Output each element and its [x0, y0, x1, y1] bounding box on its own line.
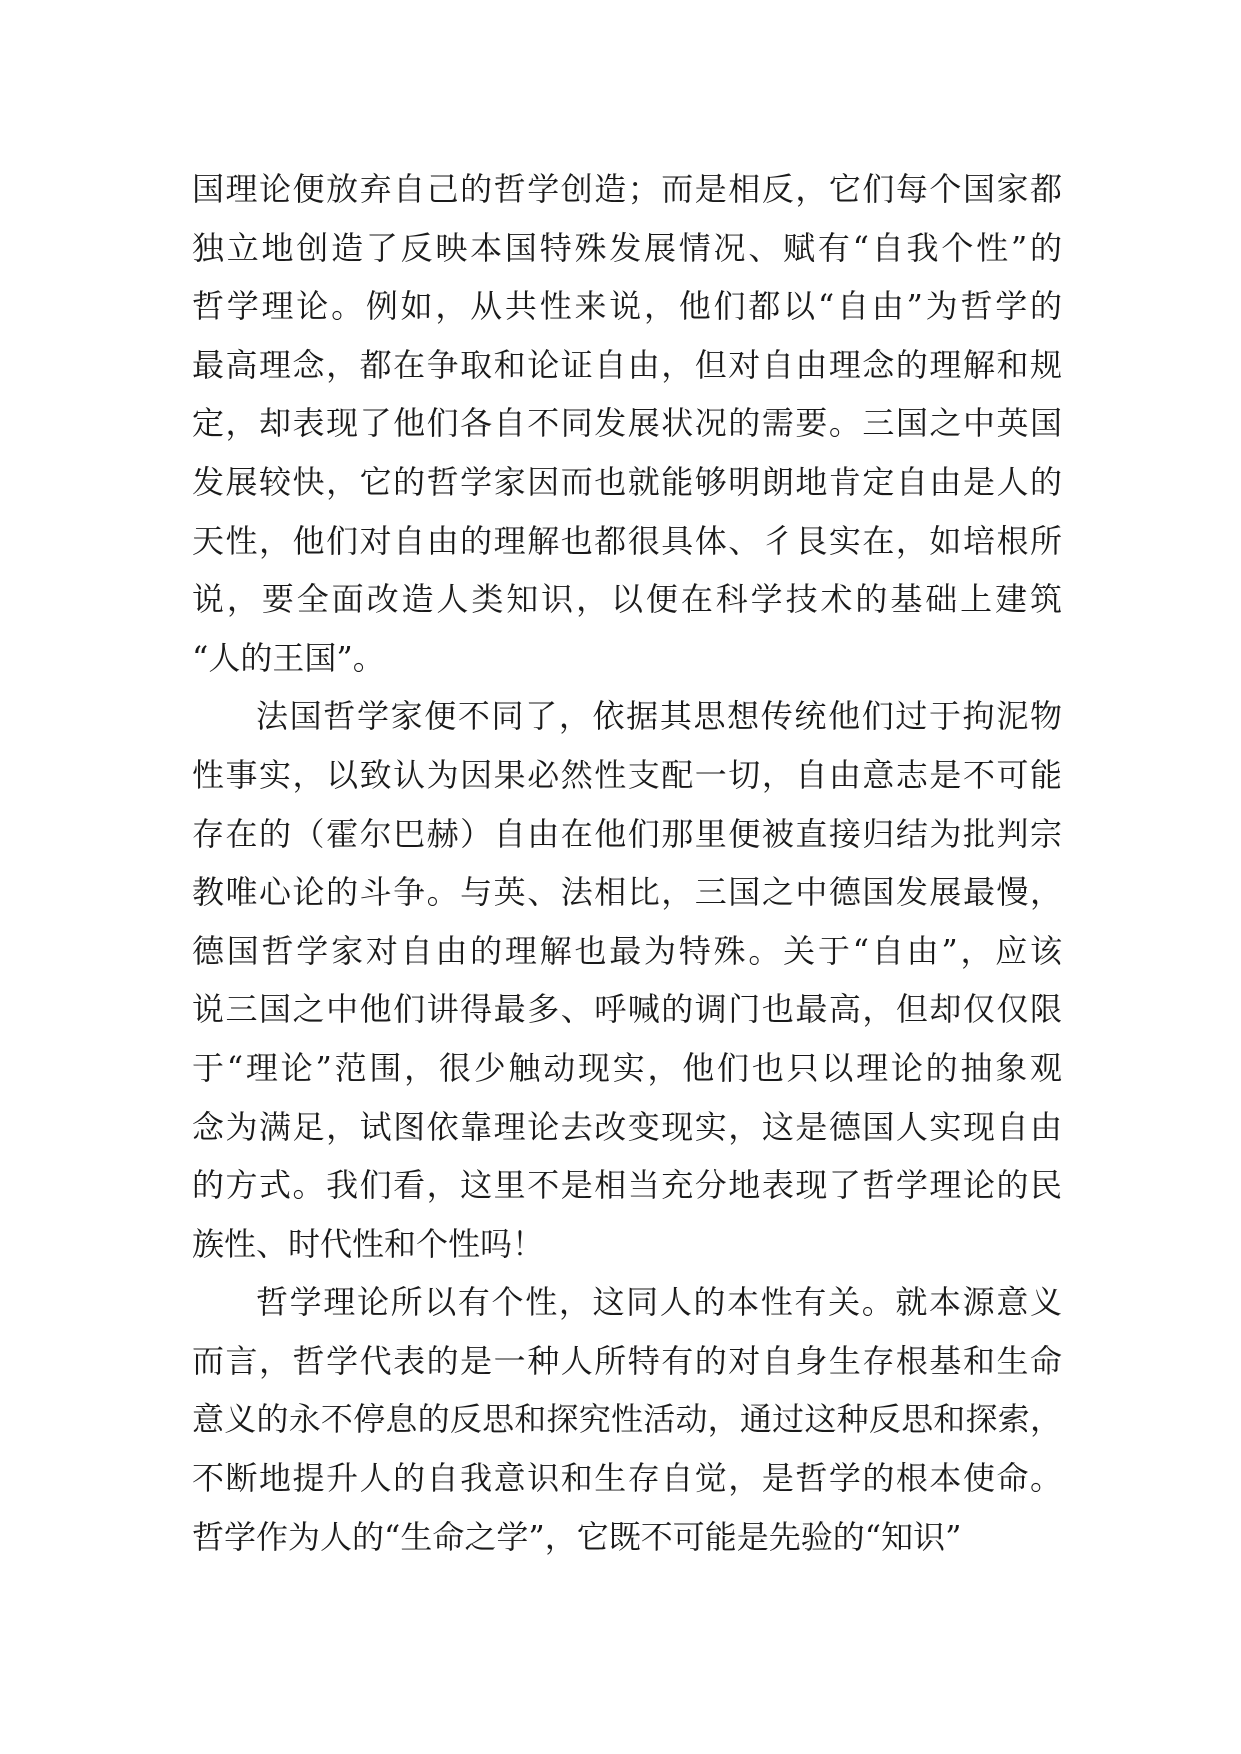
- text-line: 的方式。我们看，这里不是相当充分地表现了哲学理论的民: [192, 1166, 1062, 1205]
- body-text: [192, 160, 1062, 1566]
- text-line: 国理论便放弃自己的哲学创造；而是相反，它们每个国家都: [192, 170, 1062, 208]
- text-line: 发展较快，它的哲学家因而也就能够明朗地肯定自由是人的: [192, 462, 1062, 501]
- text-line: 说，要全面改造人类知识，以便在科学技术的基础上建筑: [192, 580, 1062, 619]
- text-line: 哲学理论。例如，从共性来说，他们都以“自由”为哲学的: [192, 287, 1062, 326]
- text-line: 哲学理论所以有个性，这同人的本性有关。就本源意义: [256, 1283, 1062, 1322]
- text-line: 意义的永不停息的反思和探究性活动，通过这种反思和探索，: [192, 1400, 1062, 1439]
- text-line: 不断地提升人的自我意识和生存自觉，是哲学的根本使命。: [192, 1459, 1062, 1498]
- text-line: 而言，哲学代表的是一种人所特有的对自身生存根基和生命: [192, 1341, 1062, 1380]
- text-line: 于“理论”范围，很少触动现实，他们也只以理论的抽象观: [192, 1048, 1062, 1087]
- text-line: 存在的（霍尔巴赫）自由在他们那里便被直接归结为批判宗: [192, 814, 1062, 853]
- text-line: “人的王国”。: [192, 638, 385, 677]
- paragraph: [192, 687, 1062, 1273]
- text-line: 说三国之中他们讲得最多、呼喊的调门也最高，但却仅仅限: [192, 990, 1062, 1029]
- paragraph: [192, 160, 1062, 687]
- text-line: 天性，他们对自由的理解也都很具体、彳艮实在，如培根所: [192, 521, 1062, 560]
- text-line: 法国哲学家便不同了，依据其思想传统他们过于拘泥物: [256, 697, 1062, 736]
- text-line: 最高理念，都在争取和论证自由，但对自由理念的理解和规: [192, 345, 1062, 384]
- paragraph: [192, 1273, 1062, 1566]
- text-line: 族性、时代性和个性吗！: [192, 1224, 545, 1263]
- text-line: 念为满足，试图依靠理论去改变现实，这是德国人实现自由: [192, 1107, 1062, 1146]
- text-line: 定，却表现了他们各自不同发展状况的需要。三国之中英国: [192, 404, 1062, 443]
- text-line: 教唯心论的斗争。与英、法相比，三国之中德国发展最慢，: [192, 873, 1062, 912]
- text-line: 哲学作为人的“生命之学”，它既不可能是先验的“知识”: [192, 1517, 962, 1556]
- text-line: 德国哲学家对自由的理解也最为特殊。关于“自由”，应该: [192, 931, 1062, 970]
- text-line: 独立地创造了反映本国特殊发展情况、赋有“自我个性”的: [192, 228, 1062, 267]
- text-line: 性事实，以致认为因果必然性支配一切，自由意志是不可能: [192, 755, 1062, 794]
